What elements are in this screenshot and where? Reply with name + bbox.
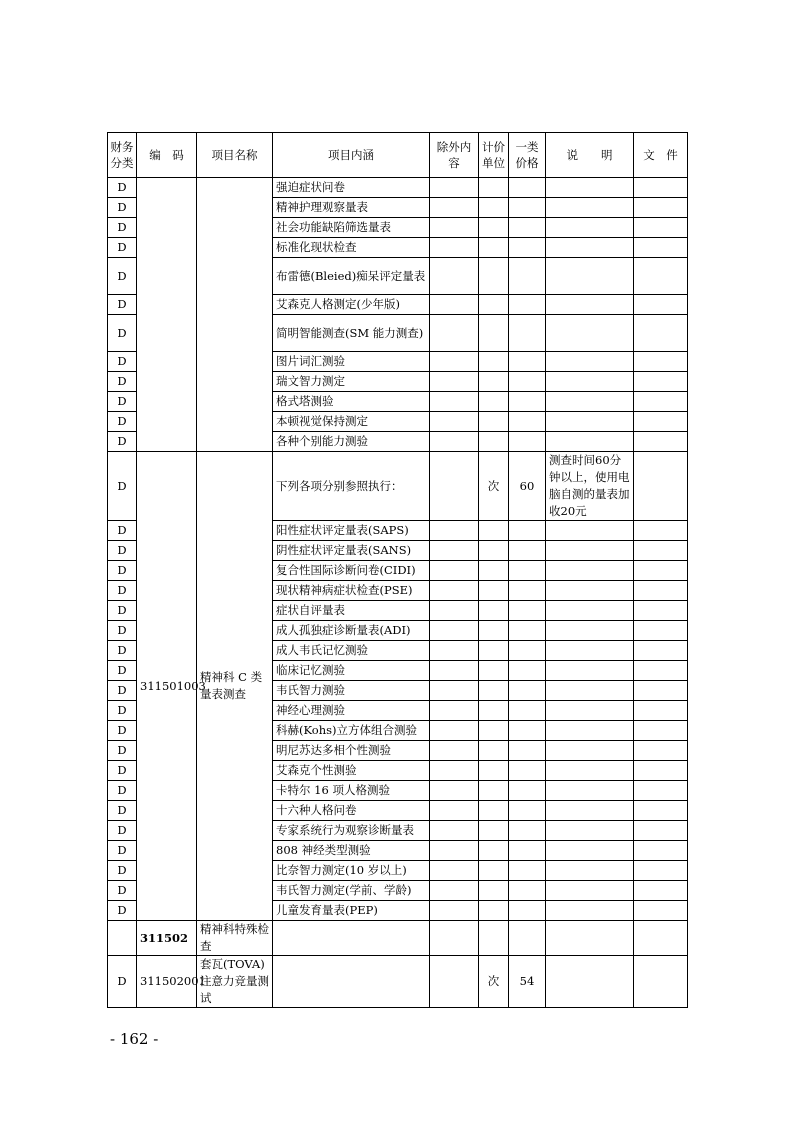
col-header-unit: 计价单位: [479, 133, 509, 178]
category-cell: D: [108, 801, 137, 821]
content-cell: 简明智能测查(SM 能力测查): [273, 315, 430, 352]
item-name-cell: 套瓦(TOVA)注意力竞量测试: [197, 956, 273, 1008]
content-cell: 十六种人格问卷: [273, 801, 430, 821]
table-row: [108, 178, 688, 198]
category-cell: D: [108, 681, 137, 701]
category-cell: D: [108, 258, 137, 295]
content-cell: 强迫症状问卷: [273, 178, 430, 198]
content-cell: 卡特尔 16 项人格测验: [273, 781, 430, 801]
category-cell: D: [108, 218, 137, 238]
category-cell: D: [108, 295, 137, 315]
content-cell: 韦氏智力测定(学前、学龄): [273, 881, 430, 901]
unit-cell: 次: [479, 452, 509, 521]
content-cell: 下列各项分别参照执行：: [273, 452, 430, 521]
content-cell: 808 神经类型测验: [273, 841, 430, 861]
category-cell: D: [108, 861, 137, 881]
col-header-item-name: 项目名称: [197, 133, 273, 178]
content-cell: 现状精神病症状检查(PSE): [273, 581, 430, 601]
category-cell: D: [108, 881, 137, 901]
category-cell: D: [108, 621, 137, 641]
category-cell: D: [108, 781, 137, 801]
fee-table: [107, 132, 688, 1008]
content-cell: 标准化现状检查: [273, 238, 430, 258]
col-header-category: 财务分类: [108, 133, 137, 178]
category-cell: D: [108, 178, 137, 198]
col-header-exclusions: 除外内容: [430, 133, 479, 178]
category-cell: D: [108, 412, 137, 432]
category-cell: D: [108, 372, 137, 392]
unit-cell: 次: [479, 956, 509, 1008]
page-number: - 162 -: [110, 1030, 159, 1048]
content-cell: 精神护理观察量表: [273, 198, 430, 218]
table-row: [108, 452, 688, 521]
category-cell: D: [108, 352, 137, 372]
category-cell: D: [108, 641, 137, 661]
category-cell: D: [108, 821, 137, 841]
category-cell: D: [108, 315, 137, 352]
category-cell: D: [108, 392, 137, 412]
table-row: [108, 956, 688, 1008]
category-cell: D: [108, 761, 137, 781]
content-cell: 明尼苏达多相个性测验: [273, 741, 430, 761]
content-cell: 成人韦氏记忆测验: [273, 641, 430, 661]
content-cell: 格式塔测验: [273, 392, 430, 412]
category-cell: D: [108, 601, 137, 621]
notes-cell: 测查时间60分钟以上，使用电脑自测的量表加收20元: [546, 452, 634, 521]
category-cell: D: [108, 741, 137, 761]
category-cell: D: [108, 521, 137, 541]
col-header-notes: 说 明: [546, 133, 634, 178]
category-cell: D: [108, 561, 137, 581]
content-cell: 成人孤独症诊断量表(ADI): [273, 621, 430, 641]
category-cell: D: [108, 956, 137, 1008]
content-cell: 临床记忆测验: [273, 661, 430, 681]
col-header-code: 编 码: [137, 133, 197, 178]
category-cell: D: [108, 432, 137, 452]
price-cell: 54: [509, 956, 546, 1008]
content-cell: 儿童发育量表(PEP): [273, 901, 430, 921]
content-cell: 艾森克个性测验: [273, 761, 430, 781]
category-cell: D: [108, 198, 137, 218]
content-cell: 神经心理测验: [273, 701, 430, 721]
col-header-content: 项目内涵: [273, 133, 430, 178]
content-cell: 本顿视觉保持测定: [273, 412, 430, 432]
content-cell: 各种个别能力测验: [273, 432, 430, 452]
code-cell: 311501003: [137, 452, 197, 921]
content-cell: 阳性症状评定量表(SAPS): [273, 521, 430, 541]
content-cell: 艾森克人格测定(少年版): [273, 295, 430, 315]
category-cell: D: [108, 721, 137, 741]
code-cell: [137, 178, 197, 452]
content-cell: 图片词汇测验: [273, 352, 430, 372]
table-header: [108, 133, 688, 178]
category-cell: D: [108, 581, 137, 601]
item-name-cell: [197, 178, 273, 452]
col-header-price: 一类价格: [509, 133, 546, 178]
category-cell: D: [108, 901, 137, 921]
content-cell: 阴性症状评定量表(SANS): [273, 541, 430, 561]
group-row: [108, 921, 688, 956]
content-cell: 韦氏智力测验: [273, 681, 430, 701]
category-cell: D: [108, 238, 137, 258]
item-name-cell: 精神科 C 类量表测查: [197, 452, 273, 921]
content-cell: 瑞文智力测定: [273, 372, 430, 392]
category-cell: D: [108, 841, 137, 861]
category-cell: D: [108, 541, 137, 561]
group-code-cell: 311502: [137, 921, 197, 956]
code-cell: 311502001: [137, 956, 197, 1008]
group-name-cell: 精神科特殊检查: [197, 921, 273, 956]
category-cell: D: [108, 661, 137, 681]
content-cell: 复合性国际诊断问卷(CIDI): [273, 561, 430, 581]
content-cell: 布雷德(Bleied)痴呆评定量表: [273, 258, 430, 295]
content-cell: 社会功能缺陷筛选量表: [273, 218, 430, 238]
content-cell: 专家系统行为观察诊断量表: [273, 821, 430, 841]
content-cell: 科赫(Kohs)立方体组合测验: [273, 721, 430, 741]
category-cell: D: [108, 452, 137, 521]
content-cell: 比奈智力测定(10 岁以上): [273, 861, 430, 881]
price-cell: 60: [509, 452, 546, 521]
category-cell: D: [108, 701, 137, 721]
col-header-file: 文 件: [634, 133, 688, 178]
content-cell: 症状自评量表: [273, 601, 430, 621]
